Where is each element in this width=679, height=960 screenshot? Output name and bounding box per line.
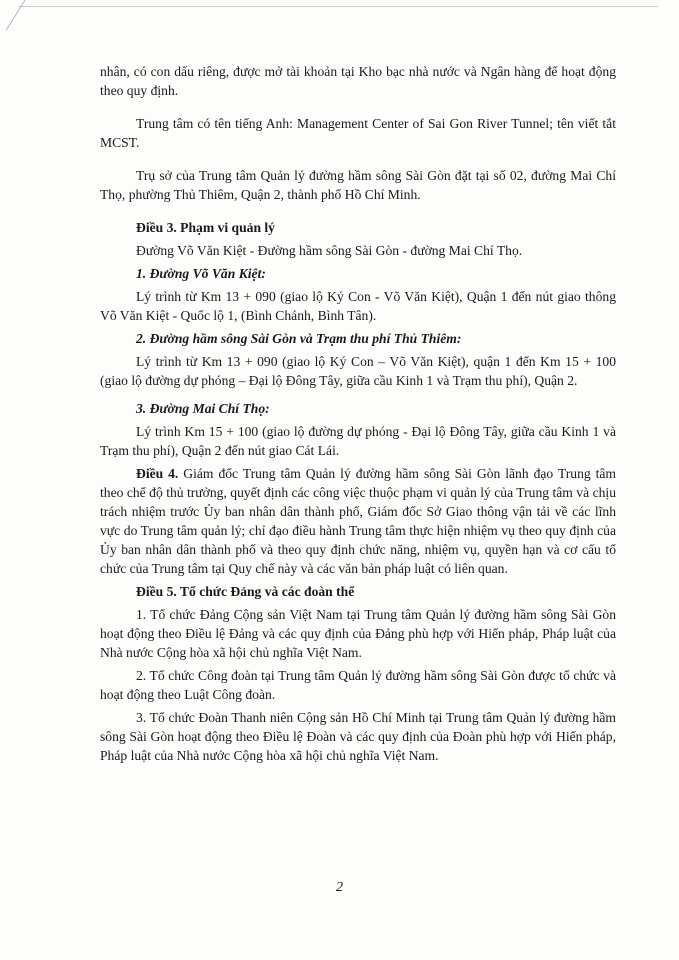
paragraph-youth-union: 3. Tổ chức Đoàn Thanh niên Cộng sản Hồ Chí Minh tại Trung tâm Quản lý đường hầm sông Sài Gòn hoạt động theo Điều lệ Đoàn và các quy định của Đoàn phù hợp với Hiến pháp, Pháp luật của Nhà nước Cộng hòa xã hội chủ nghĩa Việt Nam. xyxy=(100,710,616,763)
article-4-text: Giám đốc Trung tâm Quản lý đường hầm sông Sài Gòn lãnh đạo Trung tâm theo chế độ thủ trưởng, quyết định các công việc thuộc phạm vi quản lý của Trung tâm và chịu trách nhiệm trước Ủy ban nhân dân thành phố, Giám đốc Sở Giao thông vận tải về các lĩnh vực do Trung tâm quản lý; chỉ đạo điều hành Trung tâm thực hiện nhiệm vụ theo quy định của Ủy ban nhân dân thành phố và theo quy định chức năng, nhiệm vụ, quyền hạn và cơ cấu tổ chức của Trung tâm tại Quy chế này và các văn bản pháp luật có liên quan. xyxy=(100,466,617,576)
scan-edge-line xyxy=(18,6,658,7)
article-3-heading: Điều 3. Phạm vi quản lý xyxy=(136,220,275,235)
subheading-vo-van-kiet: 1. Đường Võ Văn Kiệt: xyxy=(136,266,266,281)
paragraph-article-4 xyxy=(100,464,616,578)
paragraph-continuation: nhân, có con dấu riêng, được mở tài khoản tại Kho bạc nhà nước và Ngân hàng để hoạt động theo quy định. xyxy=(100,64,616,98)
article-4-label: Điều 4. xyxy=(136,466,179,481)
paragraph-english-name: Trung tâm có tên tiếng Anh: Management Center of Sai Gon River Tunnel; tên viết tắt MCST. xyxy=(100,116,616,150)
document-body xyxy=(100,62,616,765)
paragraph-vo-van-kiet: Lý trình từ Km 13 + 090 (giao lộ Ký Con - Võ Văn Kiệt), Quận 1 đến nút giao thông Võ Văn Kiệt - Quốc lộ 1, (Bình Chánh, Bình Tân). xyxy=(100,289,616,323)
article-5-heading: Điều 5. Tổ chức Đảng và các đoàn thể xyxy=(136,584,355,599)
paragraph-union: 2. Tổ chức Công đoàn tại Trung tâm Quản lý đường hầm sông Sài Gòn được tổ chức và hoạt động theo Luật Công đoàn. xyxy=(100,668,616,702)
page-number: 2 xyxy=(336,880,343,895)
scan-mark xyxy=(6,0,30,31)
paragraph-party: 1. Tổ chức Đảng Cộng sản Việt Nam tại Trung tâm Quản lý đường hầm sông Sài Gòn hoạt động theo Điều lệ Đảng và các quy định của Đảng phù hợp với Hiến pháp, Pháp luật của Nhà nước Cộng hòa xã hội chủ nghĩa Việt Nam. xyxy=(100,607,616,660)
paragraph-mai-chi-tho: Lý trình Km 15 + 100 (giao lộ đường dự phóng - Đại lộ Đông Tây, giữa cầu Kinh 1 và Trạm thu phí), Quận 2 đến nút giao Cát Lái. xyxy=(100,424,616,458)
subheading-mai-chi-tho: 3. Đường Mai Chí Thọ: xyxy=(136,401,270,416)
paragraph-scope: Đường Võ Văn Kiệt - Đường hầm sông Sài Gòn - đường Mai Chí Thọ. xyxy=(136,243,523,258)
subheading-tunnel: 2. Đường hầm sông Sài Gòn và Trạm thu phí Thủ Thiêm: xyxy=(136,331,462,346)
paragraph-headquarters: Trụ sở của Trung tâm Quản lý đường hầm sông Sài Gòn đặt tại số 02, đường Mai Chí Thọ, phường Thủ Thiêm, Quận 2, thành phố Hồ Chí Minh. xyxy=(100,168,616,202)
paragraph-tunnel: Lý trình từ Km 13 + 090 (giao lộ Ký Con – Võ Văn Kiệt), quận 1 đến Km 15 + 100 (giao lộ đường dự phóng – Đại lộ Đông Tây, giữa cầu Kinh 1 và Trạm thu phí), Quận 2. xyxy=(100,354,616,388)
